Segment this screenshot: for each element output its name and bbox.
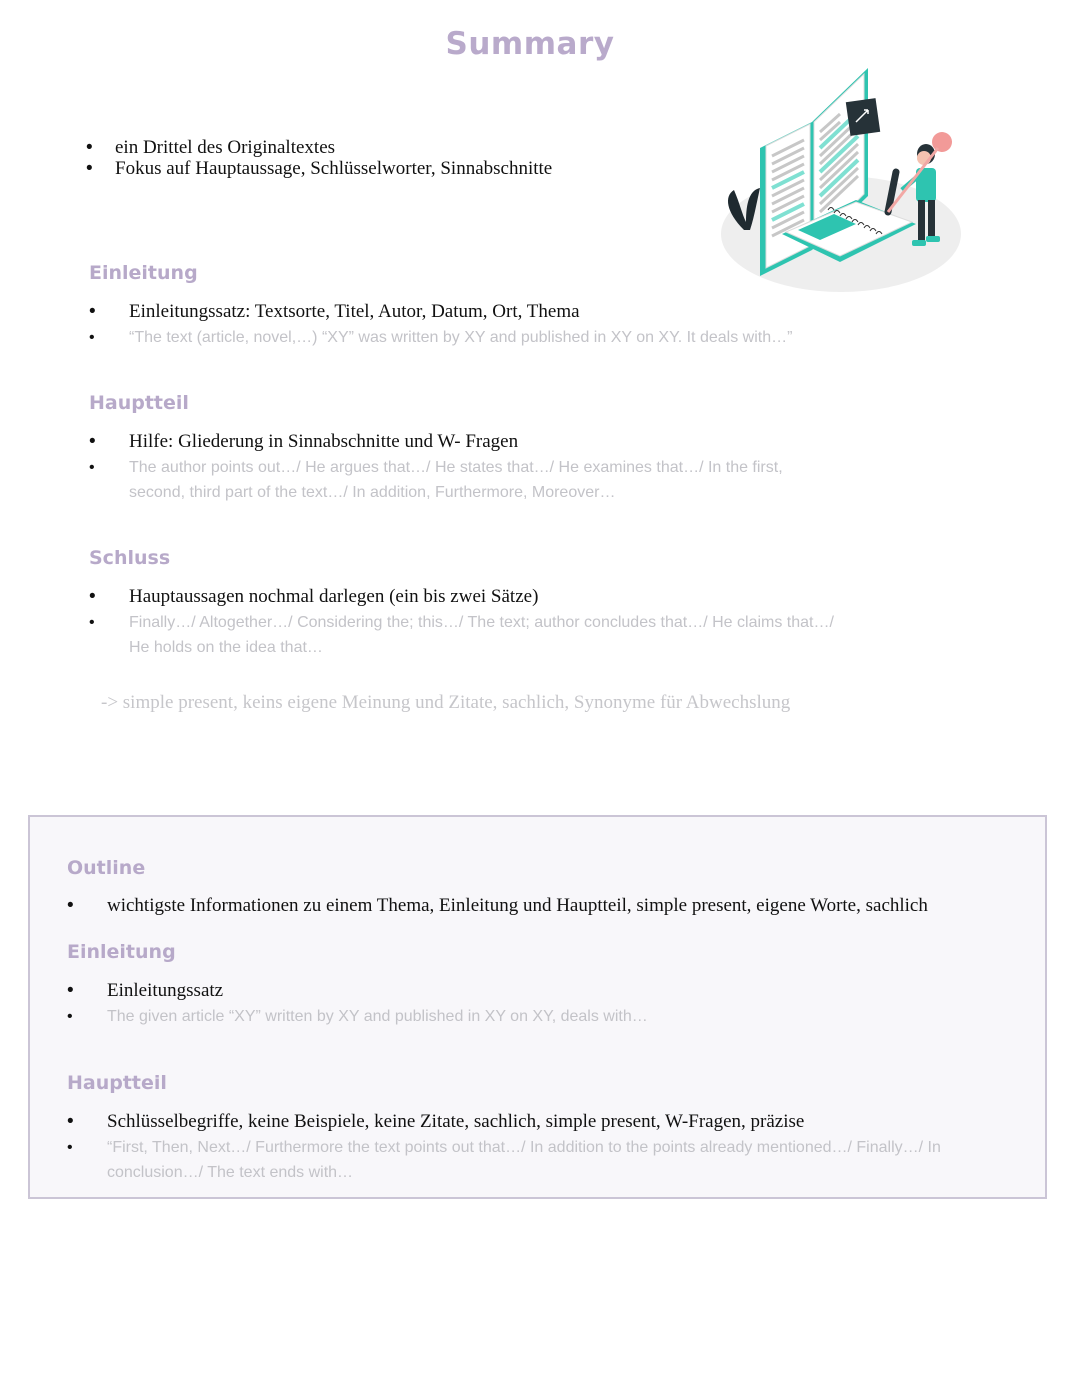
bullet-icon: •	[89, 431, 96, 452]
bullet-icon: •	[67, 895, 74, 916]
list-item: • wichtigste Informationen zu einem Thema, Einleitung und Hauptteil, simple present, eigene Worte, sachlich	[67, 895, 928, 916]
list-item: • Hilfe: Gliederung in Sinnabschnitte und W- Fragen	[89, 431, 519, 452]
bullet-icon: •	[67, 1008, 73, 1025]
bullet-icon: •	[86, 158, 93, 179]
bullet-icon: •	[89, 614, 95, 631]
bullet-icon: •	[86, 137, 93, 158]
list-item: • Fokus auf Hauptaussage, Schlüsselworter, Sinnabschnitte	[86, 158, 553, 179]
intro-list	[86, 137, 706, 179]
schluss-list	[89, 586, 989, 660]
list-item: • The author points out…/ He argues that…/ He states that…/ He examines that…/ In the first, second, third part of the text…/ In addition, Furthermore, Moreover…	[89, 455, 989, 505]
bullet-icon: •	[89, 329, 95, 346]
bullet-icon: •	[89, 301, 96, 322]
list-item: • Einleitungssatz: Textsorte, Titel, Autor, Datum, Ort, Thema	[89, 301, 580, 322]
list-item: • “The text (article, novel,…) “XY” was written by XY and published in XY on XY. It deals with…”	[89, 325, 989, 350]
bullet-icon: •	[67, 1111, 74, 1132]
list-item: • “First, Then, Next…/ Furthermore the text points out that…/ In addition to the points already mentioned…/ Finally…/ In conclusion…/ The text ends with…	[67, 1135, 1027, 1185]
outline-hauptteil-list	[67, 1111, 1027, 1185]
outline-box	[28, 815, 1047, 1199]
list-item: • Finally…/ Altogether…/ Considering the; this…/ The text; author concludes that…/ He claims that…/ He holds on the idea that…	[89, 610, 989, 660]
einleitung-list	[89, 301, 989, 350]
section-heading-outline-einleitung: Einleitung	[67, 941, 176, 963]
list-item: • Hauptaussagen nochmal darlegen (ein bis zwei Sätze)	[89, 586, 539, 607]
page-title: Summary	[445, 26, 615, 62]
section-heading-outline: Outline	[67, 857, 146, 879]
hauptteil-list	[89, 431, 989, 505]
list-item: • Schlüsselbegriffe, keine Beispiele, keine Zitate, sachlich, simple present, W-Fragen, präzise	[67, 1111, 805, 1132]
list-item: • Einleitungssatz	[67, 980, 224, 1001]
reading-book-illustration	[716, 62, 966, 297]
outline-list	[67, 895, 1027, 916]
bullet-icon: •	[67, 1139, 73, 1156]
list-item: • ein Drittel des Originaltextes	[86, 137, 336, 158]
section-heading-outline-hauptteil: Hauptteil	[67, 1072, 167, 1094]
section-heading-hauptteil: Hauptteil	[89, 392, 189, 414]
section-heading-einleitung: Einleitung	[89, 262, 198, 284]
bullet-icon: •	[89, 586, 96, 607]
bullet-icon: •	[89, 459, 95, 476]
section-heading-schluss: Schluss	[89, 547, 171, 569]
list-item: • The given article “XY” written by XY and published in XY on XY, deals with…	[67, 1004, 1027, 1029]
summary-note: -> simple present, keins eigene Meinung und Zitate, sachlich, Synonyme für Abwechslung	[101, 692, 791, 713]
bullet-icon: •	[67, 980, 74, 1001]
outline-einleitung-list	[67, 980, 1027, 1029]
